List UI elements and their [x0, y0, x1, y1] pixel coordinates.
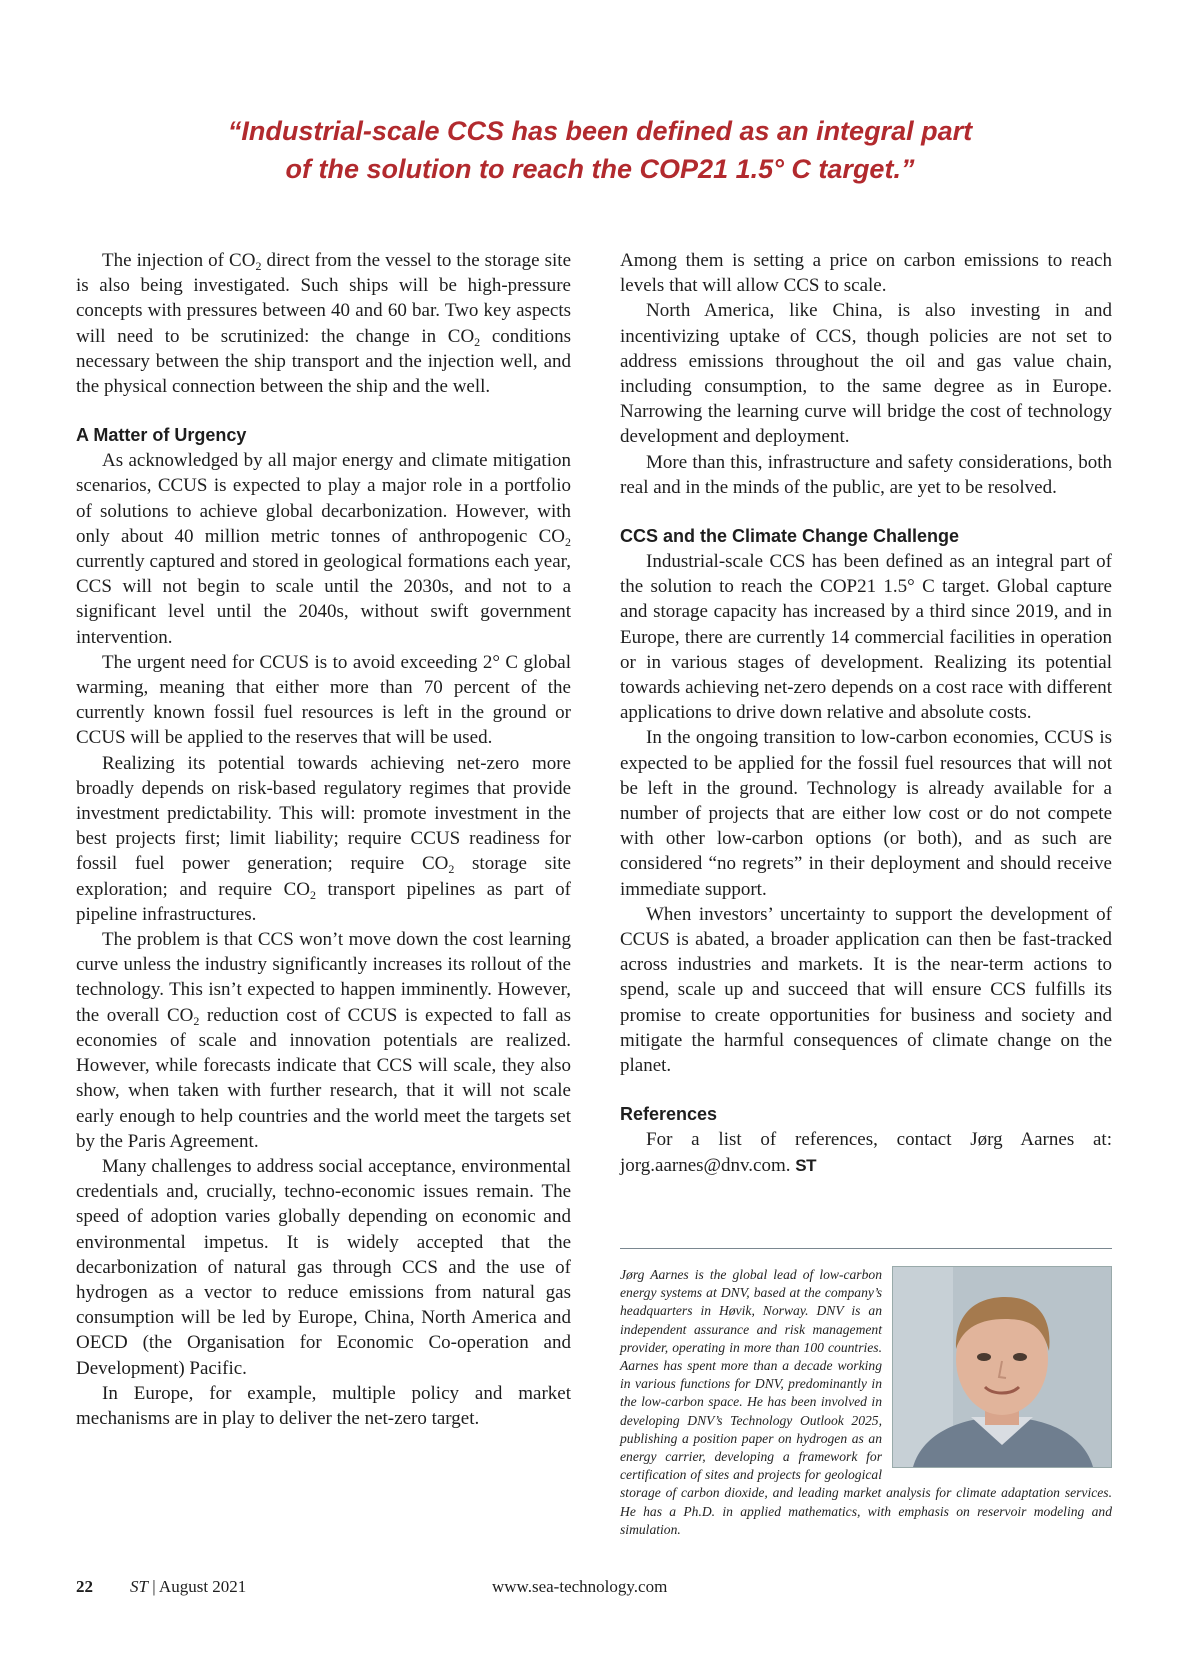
pull-quote-line-1: “Industrial-scale CCS has been defined as an integral part — [227, 116, 973, 146]
paragraph: The injection of $CO_2$ direct from the vessel to the storage site is also being investigated. Such ships will be high-pressure concepts with pressures between 40 and 60 bar. Two key aspects will need to be scrutinized: the change in $CO_2$ conditions necessary between the ship transport and the injection well, and the physical connection between the ship and the well. — [76, 250, 571, 398]
section-heading: A Matter of Urgency — [76, 425, 247, 446]
paragraph: More than this, infrastructure and safety considerations, both real and in the minds of the public, are yet to be resolved. — [620, 451, 1112, 498]
paragraph: When investors’ uncertainty to support the development of CCUS is abated, a broader application can then be fast-tracked across industries and markets. It is the near-term actions to spend, scale up and succeed that will ensure CCS fulfills its promise to create opportunities for business and society and mitigate the harmful consequences of climate change on the planet. — [620, 903, 1112, 1077]
paragraph: North America, like China, is also investing in and incentivizing uptake of CCS, though policies are not set to address emissions throughout the oil and gas value chain, including consumption, to the same degree as in Europe. Narrowing the learning curve will bridge the cost of technology development and deployment. — [620, 300, 1112, 448]
pull-quote — [0, 112, 1200, 188]
author-photo — [892, 1266, 1112, 1468]
references-heading: References — [620, 1104, 718, 1125]
issue-date: | August 2021 — [147, 1577, 247, 1596]
paragraph: Industrial-scale CCS has been defined as an integral part of the solution to reach the COP21 1.5° C target. Global capture and storage capacity has increased by a third since 2019, and in Europe, there are currently 14 commercial facilities in operation or in various stages of development. Realizing its potential towards achieving net-zero depends on a cost race with different applications to drive down relative and absolute costs. — [620, 551, 1112, 724]
section-heading: CCS and the Climate Change Challenge — [620, 526, 960, 547]
pull-quote-line-2: of the solution to reach the COP21 1.5° C target.” — [285, 154, 915, 184]
page-footer — [76, 1577, 1112, 1601]
bio-divider — [620, 1248, 1112, 1249]
paragraph: Realizing its potential towards achieving net-zero more broadly depends on risk-based regulatory regimes that provide investment predictability. This will: promote investment in the best projects first; limit liability; require CCUS readiness for fossil fuel power generation; require $CO_2$ storage site exploration; and require $CO_2$ transport pipelines as part of pipeline infrastructures. — [76, 752, 571, 925]
author-bio — [620, 1266, 1112, 1539]
paragraph: In the ongoing transition to low-carbon economies, CCUS is expected to be applied for the fossil fuel resources that will not be left in the ground. Technology is already available for a number of projects that are either low cost or do not compete with other low-carbon options (or both), and as such are considered “no regrets” in their deployment and should receive immediate support. — [620, 727, 1112, 900]
page-number: 22 — [76, 1577, 93, 1596]
paragraph: In Europe, for example, multiple policy and market mechanisms are in play to deliver the net-zero target. — [76, 1382, 571, 1429]
website-url: www.sea-technology.com — [492, 1577, 668, 1596]
paragraph: Among them is setting a price on carbon emissions to reach levels that will allow CCS to scale. — [620, 250, 1112, 297]
paragraph: The urgent need for CCUS is to avoid exceeding 2° C global warming, meaning that either more than 70 percent of the currently known fossil fuel resources is left in the ground or CCUS will be applied to the reserves that will be used. — [76, 651, 571, 749]
right-column — [620, 248, 1112, 1178]
paragraph: Many challenges to address social acceptance, environmental credentials and, crucially, techno-economic issues remain. The speed of adoption varies globally depending on economic and environmental impetus. It is widely accepted that the decarbonization of natural gas through CCS and the use of hydrogen as a vector to reduce emissions from natural gas consumption will be led by Europe, China, North America and OECD (the Organisation for Economic Co-operation and Development) Pacific. — [76, 1155, 571, 1379]
magazine-name: ST — [130, 1577, 148, 1596]
end-mark: ST — [795, 1155, 816, 1175]
issue-info — [130, 1577, 246, 1597]
left-column — [76, 248, 571, 1431]
paragraph: The problem is that CCS won’t move down the cost learning curve unless the industry significantly increases its rollout of the technology. This isn’t expected to happen imminently. However, the overall $CO_2$ reduction cost of CCUS is expected to fall as economies of scale and innovation potentials are realized. However, while forecasts indicate that CCS will scale, they also show, when taken with further research, that it will not scale early enough to help countries and the world meet the targets set by the Paris Agreement. — [76, 929, 571, 1152]
references-text: For a list of references, contact Jørg Aarnes at: jorg.aarnes@dnv.com. ST — [620, 1129, 1112, 1176]
bio-text: Jørg Aarnes is the global lead of low-carbon energy systems at DNV, based at the company’s headquarters in Høvik, Norway. DNV is an independent assurance and risk management provider, operating in more than 100 countries. Aarnes has spent more than a decade working in various functions for DNV, predominantly in the low-carbon space. He has been involved in developing DNV’s Technology Outlook 2025, publishing a position paper on hydrogen as an energy carrier, developing a framework for certification of sites and projects for geological storage of carbon dioxide, and leading market analysis for climate adaptation services. He has a Ph.D. in applied mathematics, with emphasis on reservoir modeling and simulation. — [620, 1267, 1112, 1537]
paragraph: As acknowledged by all major energy and climate mitigation scenarios, CCUS is expected to play a major role in a portfolio of solutions to achieve global decarbonization. However, with only about 40 million metric tonnes of anthropogenic $CO_2$ currently captured and stored in geological formations each year, CCS will not begin to scale until the 2030s, and not to a significant level until the 2040s, without swift government intervention. — [76, 450, 571, 648]
